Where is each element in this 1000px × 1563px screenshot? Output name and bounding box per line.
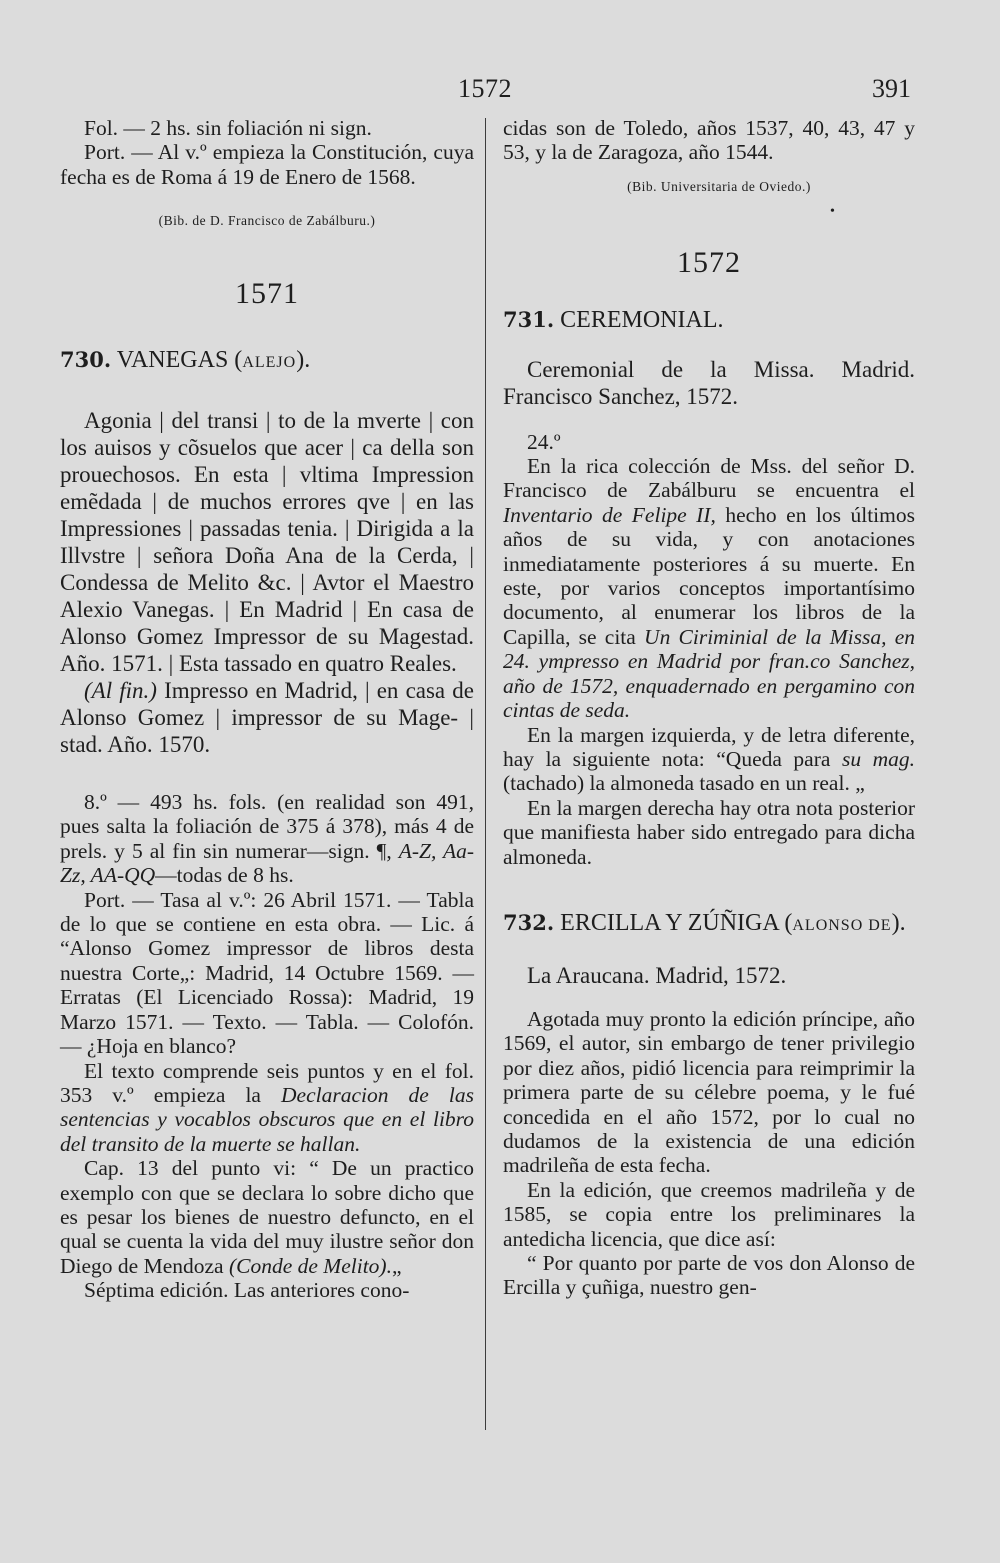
- paragraph: “ Por quanto por parte de vos don Alonso de Ercilla y çuñiga, nuestro gen-: [503, 1251, 915, 1300]
- quote-close: „: [391, 1253, 402, 1278]
- paragraph: Port. — Al v.º empieza la Constitución, cuya fecha es de Roma á 19 de Enero de 1568.: [60, 140, 474, 189]
- entry-name-smallcaps: ALONSO DE: [792, 916, 892, 934]
- paragraph-text: hecho en los últimos años de su vida, y con anotaciones inmediatamente posteriores á su muerte. En este, por varios conceptos importantísimo documento, al enumerar los libros de la Capilla, se cita: [503, 502, 915, 649]
- running-head-year: 1572: [458, 74, 512, 103]
- page-number: 391: [872, 74, 911, 103]
- collation: [60, 790, 474, 888]
- entry-name-end: ).: [891, 909, 906, 936]
- entry-heading: [503, 306, 915, 334]
- paragraph-text: Cap. 13 del punto vi: “ De un practico exemplo con que se declara lo sobre dicho que es pesar los bienes de nuestro defuncto, en el qual se cuenta la vida del muy ilustre señor don Diego de Mendoza: [60, 1156, 474, 1278]
- right-column: [503, 116, 915, 1300]
- column-rule: [485, 118, 486, 1430]
- entry-heading: [60, 346, 474, 377]
- signatures: A-Z, Aa-Zz, AA-QQ: [60, 838, 475, 888]
- entry-number: 730.: [60, 347, 112, 373]
- format: 24.º: [527, 429, 561, 454]
- inventory-title: Inventario de Felipe II,: [503, 502, 716, 527]
- entry-number: 732.: [503, 909, 555, 935]
- paragraph: [503, 454, 915, 722]
- section-title: Declaracion de las sentencias y vocablos obscuros que en el libro del transito de la muerte se hallan.: [60, 1082, 475, 1156]
- entry-number: 731.: [503, 306, 555, 332]
- paragraph-text: En la margen izquierda, y de letra diferente, hay la siguiente nota: “Queda para: [503, 722, 915, 771]
- running-head: [0, 70, 1000, 110]
- paragraph: Fol. — 2 hs. sin foliación ni sign.: [84, 116, 372, 140]
- colophon-label: (Al fin.): [84, 678, 157, 704]
- paragraph: En la margen derecha hay otra nota posterior que manifiesta haber sido entregado para dicha almoneda.: [503, 795, 915, 869]
- person-title: (Conde de Melito).: [228, 1253, 392, 1278]
- paragraph: [60, 1156, 474, 1278]
- paragraph: [60, 1059, 474, 1157]
- struck-phrase: su mag.: [841, 746, 915, 771]
- entry-name: ERCILLA Y ZÚÑIGA (: [560, 909, 793, 936]
- paragraph: En la edición, que creemos madrileña y de 1585, se copia entre los preliminares la antedicha licencia, que dice así:: [503, 1177, 915, 1251]
- paragraph: [503, 723, 915, 796]
- collation-end: —todas de 8 hs.: [155, 863, 294, 888]
- inventory-quote: Un Ciriminial de la Missa, en 24. ympresso en Madrid por fran.co Sanchez, año de 1572, enquadernado en pergamino con cintas de seda.: [503, 624, 916, 723]
- paragraph: Port. — Tasa al v.º: 26 Abril 1571. — Tabla de lo que se contiene en esta obra. — Lic. á “Alonso Gomez impressor de libros desta nuestra Corte„: Madrid, 14 Octubre 1569. — Erratas (El Licenciado Rossa): Madrid, 19 Marzo 1571. — Texto. — Tabla. — Colofón. — ¿Hoja en blanco?: [60, 887, 474, 1059]
- paragraph: Séptima edición. Las anteriores cono-: [84, 1278, 410, 1303]
- paragraph-text: En la rica colección de Mss. del señor D. Francisco de Zabálburu se encuentra el: [503, 454, 915, 503]
- collation-text: 8.º — 493 hs. fols. (en realidad son 491, pues salta la foliación de 375 á 378), más 4 de prels. y 5 al fin sin numerar—sign. ¶,: [60, 790, 474, 863]
- paragraph: cidas son de Toledo, años 1537, 40, 43, 47 y 53, y la de Zaragoza, año 1544.: [503, 116, 915, 165]
- entry-name-smallcaps: ALEJO: [242, 354, 297, 372]
- paragraph: Agotada muy pronto la edición príncipe, año 1569, el autor, sin embargo de tener privilegio por diez años, pidió licencia para reimprimir la primera parte de su célebre poema, y le fué concedida en el año 1572, por lo cual no dudamos de la existencia de una edición madrileña de esta fecha.: [503, 1006, 915, 1178]
- year-heading: 1571: [235, 276, 299, 310]
- entry-name: VANEGAS (: [116, 347, 243, 374]
- library-source: (Bib. Universitaria de Oviedo.): [627, 178, 811, 194]
- book-title-transcription: La Araucana. Madrid, 1572.: [527, 962, 787, 988]
- paragraph-text: (tachado) la almoneda tasado en un real. „: [503, 771, 865, 796]
- library-source: (Bib. de D. Francisco de Zabálburu.): [158, 213, 376, 229]
- book-title-transcription: Ceremonial de la Missa. Madrid. Francisco Sanchez, 1572.: [503, 356, 915, 409]
- ink-dot: •: [830, 204, 835, 219]
- colophon-text: Impresso en Madrid, | en casa de Alonso Gomez | impressor de su Mage- | stad. Año. 1570.: [60, 678, 474, 758]
- book-title-transcription: Agonia | del transi | to de la mverte | con los auisos y cõsuelos que acer | ca della son prouechosos. En esta | vltima Impression emẽdada | de muchos errores qve | en las Impressiones | passadas tenia. | Dirigida a la Illvstre | señora Doña Ana de la Cerda, | Condessa de Melito &c. | Avtor el Maestro Alexio Vanegas. | En Madrid | En casa de Alonso Gomez Impressor de su Magestad. Año. 1571. | Esta tassado en quatro Reales.: [60, 408, 474, 677]
- left-column: [60, 116, 474, 1303]
- entry-heading: [503, 909, 915, 940]
- colophon: [60, 677, 474, 758]
- entry-name-end: ).: [296, 347, 311, 374]
- entry-name: CEREMONIAL.: [560, 306, 724, 333]
- paragraph-text: El texto comprende seis puntos y en el fol. 353 v.º empieza la: [60, 1058, 474, 1107]
- year-heading: 1572: [677, 246, 741, 280]
